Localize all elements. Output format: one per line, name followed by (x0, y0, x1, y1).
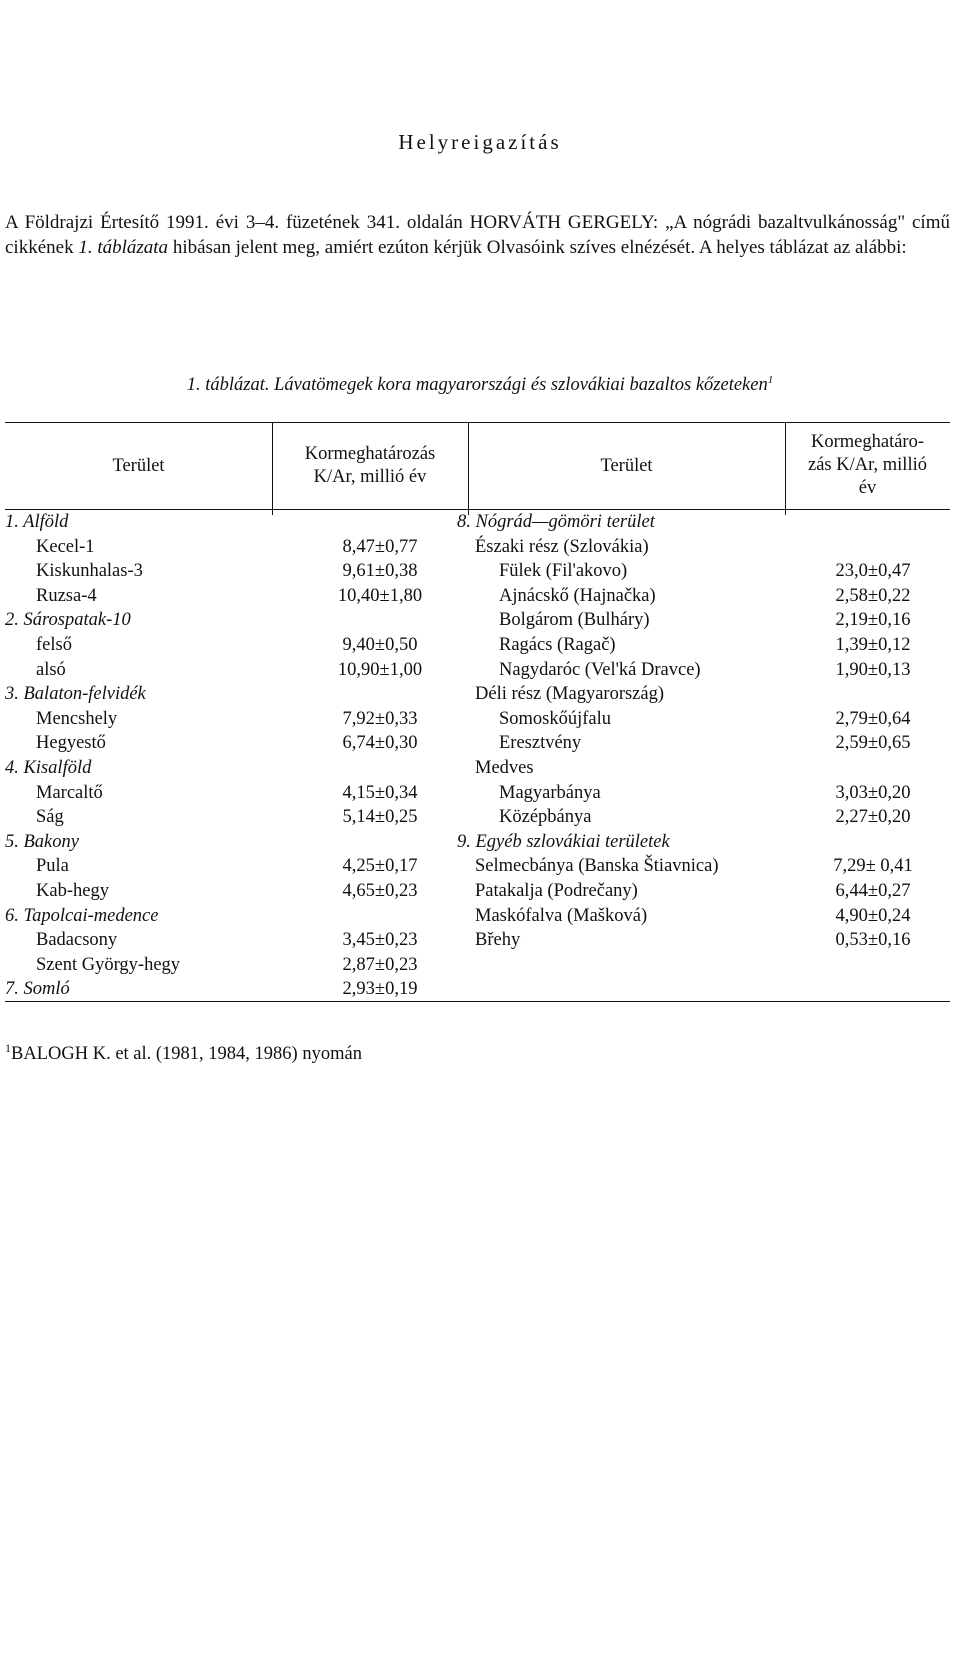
site-name-right: Ragács (Ragač) (499, 634, 616, 655)
age-value-right: 1,39±0,12 (835, 634, 911, 655)
table-row (5, 830, 950, 855)
site-name-right: Somoskőújfalu (499, 708, 612, 729)
table-row (5, 658, 950, 683)
region-heading-left: 6. Tapolcai-medence (5, 905, 159, 926)
site-name-right: Patakalja (Podrečany) (475, 880, 638, 901)
table-caption (0, 374, 960, 396)
header-left-value-line: K/Ar, millió év (313, 467, 427, 487)
age-value-left: 4,15±0,34 (342, 782, 418, 803)
site-name-left: Kiskunhalas-3 (36, 561, 143, 582)
intro-text-start: A Földrajzi Értesítő 1991. évi 3–4. füzetének 341. oldalán HORVÁTH GERGELY: „A nógrádi bazaltvulkánosság" című cikkének (5, 212, 950, 258)
table-row (5, 510, 950, 535)
age-value-right: 2,79±0,64 (835, 708, 911, 729)
site-name-right: Bolgárom (Bulháry) (499, 610, 650, 631)
table-row (5, 854, 950, 879)
region-heading-left: 2. Sárospatak-10 (5, 610, 131, 631)
age-value-left: 9,40±0,50 (342, 634, 418, 655)
table-row (5, 633, 950, 658)
intro-paragraph (5, 210, 950, 260)
table-row (5, 953, 950, 978)
site-name-left: Szent György-hegy (36, 954, 181, 975)
table-row (5, 904, 950, 929)
table-row (5, 977, 950, 1002)
age-value-right: 1,90±0,13 (835, 659, 911, 680)
region-heading-right: 8. Nógrád—gömöri terület (457, 512, 655, 532)
table-row (5, 805, 950, 830)
site-name-left: Kab-hegy (36, 880, 109, 901)
region-heading-right: 9. Egyéb szlovákiai területek (457, 831, 670, 852)
age-value-right: 2,27±0,20 (835, 807, 911, 828)
age-value-left: 4,65±0,23 (342, 880, 418, 901)
age-value-right: 6,44±0,27 (835, 880, 911, 901)
site-name-right: Déli rész (Magyarország) (475, 684, 665, 705)
header-left-value (272, 443, 468, 489)
age-value-right: 4,90±0,24 (835, 905, 911, 926)
age-value-left: 8,47±0,77 (342, 536, 418, 557)
age-value-left: 10,40±1,80 (337, 585, 423, 606)
age-value-right: 0,53±0,16 (835, 930, 911, 951)
age-value-right: 23,0±0,47 (835, 561, 911, 582)
table-row (5, 535, 950, 560)
table-row (5, 756, 950, 781)
age-value-right: 7,29± 0,41 (833, 856, 913, 877)
table-row (5, 682, 950, 707)
site-name-right: Középbánya (499, 807, 592, 828)
site-name-right: Selmecbánya (Banska Štiavnica) (475, 856, 719, 877)
table-row (5, 584, 950, 609)
intro-text-end: hibásan jelent meg, amiért ezúton kérjük Olvasóink szíves elnézését. A helyes táblázat az alábbi: (168, 237, 907, 258)
header-right-value (785, 431, 950, 500)
site-name-left: felső (36, 634, 72, 655)
age-value-right: 2,58±0,22 (835, 585, 911, 606)
age-value-left: 5,14±0,25 (342, 807, 418, 828)
age-value-right: 2,19±0,16 (835, 610, 911, 631)
table-row (5, 608, 950, 633)
region-heading-left: 1. Alföld (5, 512, 69, 532)
age-value-left: 9,61±0,38 (342, 561, 418, 582)
page-heading: Helyreigazítás (398, 130, 562, 154)
region-heading-left: 4. Kisalföld (5, 757, 92, 778)
table-row (5, 559, 950, 584)
caption-text: 1. táblázat. Lávatömegek kora magyarországi és szlovákiai bazaltos kőzeteken (186, 375, 768, 396)
site-name-right: Maskófalva (Mašková) (475, 905, 648, 926)
site-name-right: Nagydaróc (Vel'ká Dravce) (499, 659, 701, 680)
age-value-left: 2,87±0,23 (342, 954, 418, 975)
site-name-left: Badacsony (36, 930, 118, 951)
table-row (5, 781, 950, 806)
site-name-left: Kecel-1 (36, 536, 95, 557)
table-row (5, 928, 950, 953)
site-name-left: Ruzsa-4 (36, 585, 97, 606)
footnote-marker: 1 (5, 1041, 11, 1055)
site-name-right: Břehy (475, 930, 521, 951)
table-row (5, 879, 950, 904)
table-row (5, 707, 950, 732)
site-name-left: Marcaltő (36, 782, 103, 803)
footnote (5, 1041, 362, 1065)
footnote-text: BALOGH K. et al. (1981, 1984, 1986) nyomán (11, 1044, 362, 1065)
table-body (5, 510, 950, 1002)
site-name-left: alsó (36, 659, 66, 680)
table-top-rule (5, 422, 950, 423)
site-name-right: Eresztvény (499, 733, 582, 754)
age-value-left: 2,93±0,19 (342, 979, 418, 1000)
site-name-left: Hegyestő (36, 733, 106, 754)
site-name-left: Pula (36, 856, 69, 877)
site-name-right: Északi rész (Szlovákia) (475, 536, 649, 557)
header-right-value-line: zás K/Ar, millió (808, 455, 927, 475)
header-left-area: Terület (112, 456, 165, 476)
header-right-value-line: év (858, 478, 877, 498)
region-heading-left: 7. Somló (5, 979, 70, 1000)
site-name-left: Ság (36, 807, 64, 828)
age-value-right: 2,59±0,65 (835, 733, 911, 754)
age-value-left: 10,90±1,00 (337, 659, 423, 680)
site-name-left: Mencshely (36, 708, 118, 729)
site-name-right: Medves (475, 757, 534, 778)
region-heading-left: 5. Bakony (5, 831, 79, 852)
table-row (5, 731, 950, 756)
header-right-area: Terület (600, 456, 653, 476)
site-name-right: Magyarbánya (499, 782, 601, 803)
age-value-left: 6,74±0,30 (342, 733, 418, 754)
caption-footnote-marker: 1 (767, 374, 774, 386)
region-heading-left: 3. Balaton-felvidék (5, 684, 146, 705)
header-right-value-line: Kormeghatáro- (810, 432, 924, 452)
age-value-left: 4,25±0,17 (342, 856, 418, 877)
age-value-left: 7,92±0,33 (342, 708, 418, 729)
age-value-right: 3,03±0,20 (835, 782, 911, 803)
age-value-left: 3,45±0,23 (342, 930, 418, 951)
site-name-right: Fülek (Fil'akovo) (499, 561, 628, 582)
intro-table-ref: 1. táblázata (78, 237, 169, 258)
site-name-right: Ajnácskő (Hajnačka) (499, 585, 656, 606)
header-left-value-line: Kormeghatározás (304, 444, 436, 464)
